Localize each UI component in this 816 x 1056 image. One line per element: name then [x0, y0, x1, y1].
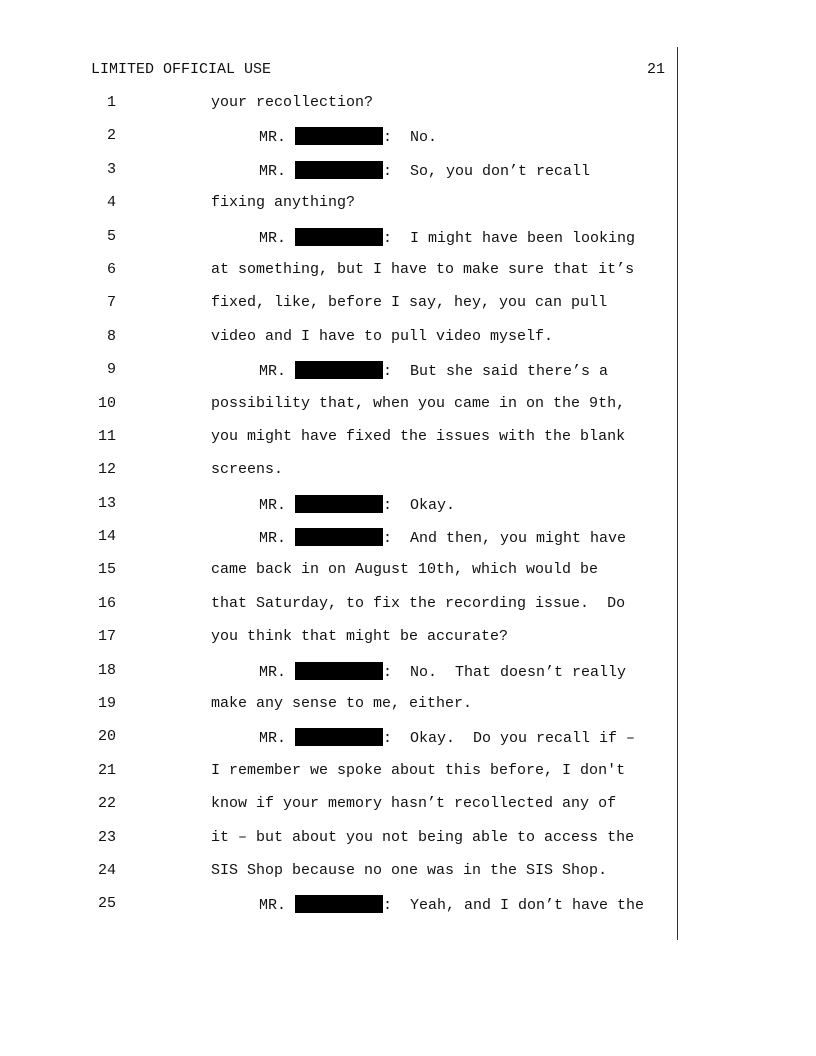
transcript-lines	[0, 94, 816, 929]
redaction-box	[295, 662, 383, 680]
line-number: 15	[97, 561, 116, 579]
line-text: possibility that, when you came in on the 9th,	[211, 394, 626, 412]
transcript-line	[0, 528, 816, 561]
line-number: 21	[97, 761, 116, 779]
speaker-title: MR.	[259, 496, 287, 514]
line-number: 24	[97, 861, 116, 879]
redaction-box	[295, 228, 383, 246]
speaker-line	[259, 127, 437, 147]
line-text: fixed, like, before I say, hey, you can pull	[211, 294, 608, 312]
redaction-box	[295, 495, 383, 513]
speaker-line	[259, 895, 644, 915]
line-text: came back in on August 10th, which would be	[211, 561, 599, 579]
line-number: 18	[97, 661, 116, 679]
line-text: know if your memory hasn’t recollected any of	[211, 795, 617, 813]
speaker-line	[259, 662, 626, 682]
transcript-line	[0, 695, 816, 728]
speaker-line	[259, 161, 590, 181]
speaker-text: : So, you don’t recall	[383, 162, 591, 180]
speaker-text: : No.	[383, 129, 438, 147]
line-text: that Saturday, to fix the recording issue. Do	[211, 594, 626, 612]
line-number: 5	[106, 227, 116, 245]
redaction-box	[295, 728, 383, 746]
line-text: SIS Shop because no one was in the SIS Shop.	[211, 861, 608, 879]
transcript-line	[0, 795, 816, 828]
transcript-line	[0, 862, 816, 895]
redaction-box	[295, 528, 383, 546]
speaker-text: : I might have been looking	[383, 229, 636, 247]
line-number: 22	[97, 795, 116, 813]
line-number: 6	[106, 260, 116, 278]
speaker-text: : But she said there’s a	[383, 363, 609, 381]
line-number: 23	[97, 828, 116, 846]
transcript-line	[0, 495, 816, 528]
redaction-box	[295, 127, 383, 145]
line-text: it – but about you not being able to access the	[211, 828, 635, 846]
transcript-line	[0, 561, 816, 594]
line-text: your recollection?	[211, 94, 374, 111]
speaker-text: : Okay.	[383, 496, 456, 514]
line-text: screens.	[211, 461, 284, 479]
speaker-title: MR.	[259, 730, 287, 748]
speaker-line	[259, 228, 635, 248]
line-text: make any sense to me, either.	[211, 695, 473, 713]
line-number: 10	[97, 394, 116, 412]
transcript-line	[0, 395, 816, 428]
transcript-line	[0, 161, 816, 194]
speaker-text: : Okay. Do you recall if –	[383, 730, 636, 748]
line-number: 4	[106, 194, 116, 212]
line-number: 11	[97, 427, 116, 445]
speaker-title: MR.	[259, 229, 287, 247]
line-number: 12	[97, 461, 116, 479]
speaker-title: MR.	[259, 363, 287, 381]
transcript-line	[0, 628, 816, 661]
line-number: 13	[97, 494, 116, 512]
line-number: 25	[97, 895, 116, 913]
transcript-line	[0, 261, 816, 294]
line-number: 3	[106, 160, 116, 178]
transcript-line	[0, 895, 816, 928]
page-number: 21	[647, 61, 666, 78]
redaction-box	[295, 361, 383, 379]
line-number: 20	[97, 728, 116, 746]
transcript-line	[0, 829, 816, 862]
transcript-line	[0, 294, 816, 327]
speaker-line	[259, 495, 455, 515]
transcript-line	[0, 595, 816, 628]
speaker-title: MR.	[259, 897, 287, 915]
line-text: video and I have to pull video myself.	[211, 327, 554, 345]
transcript-line	[0, 762, 816, 795]
speaker-line	[259, 728, 635, 748]
speaker-text: : And then, you might have	[383, 530, 627, 548]
line-number: 19	[97, 695, 116, 713]
transcript-line	[0, 662, 816, 695]
transcript-line	[0, 127, 816, 160]
line-text: you might have fixed the issues with the blank	[211, 427, 626, 445]
line-number: 7	[106, 294, 116, 312]
speaker-line	[259, 361, 608, 381]
transcript-line	[0, 728, 816, 761]
line-number: 9	[106, 361, 116, 379]
redaction-box	[295, 161, 383, 179]
speaker-title: MR.	[259, 663, 287, 681]
speaker-title: MR.	[259, 530, 287, 548]
speaker-text: : No. That doesn’t really	[383, 663, 627, 681]
transcript-line	[0, 328, 816, 361]
transcript-line	[0, 94, 816, 127]
line-number: 2	[106, 127, 116, 145]
line-number: 17	[97, 628, 116, 646]
speaker-title: MR.	[259, 162, 287, 180]
transcript-line	[0, 461, 816, 494]
transcript-line	[0, 194, 816, 227]
page-header-classification: LIMITED OFFICIAL USE	[91, 61, 272, 78]
speaker-title: MR.	[259, 129, 287, 147]
line-number: 16	[97, 594, 116, 612]
redaction-box	[295, 895, 383, 913]
line-number: 14	[97, 528, 116, 546]
line-number: 8	[106, 327, 116, 345]
line-text: you think that might be accurate?	[211, 628, 509, 646]
line-text: fixing anything?	[211, 194, 356, 212]
line-text: I remember we spoke about this before, I don't	[211, 761, 626, 779]
line-text: at something, but I have to make sure that it’s	[211, 260, 635, 278]
speaker-text: : Yeah, and I don’t have the	[383, 897, 645, 915]
transcript-line	[0, 361, 816, 394]
line-number: 1	[106, 94, 116, 111]
speaker-line	[259, 528, 626, 548]
transcript-line	[0, 228, 816, 261]
transcript-line	[0, 428, 816, 461]
